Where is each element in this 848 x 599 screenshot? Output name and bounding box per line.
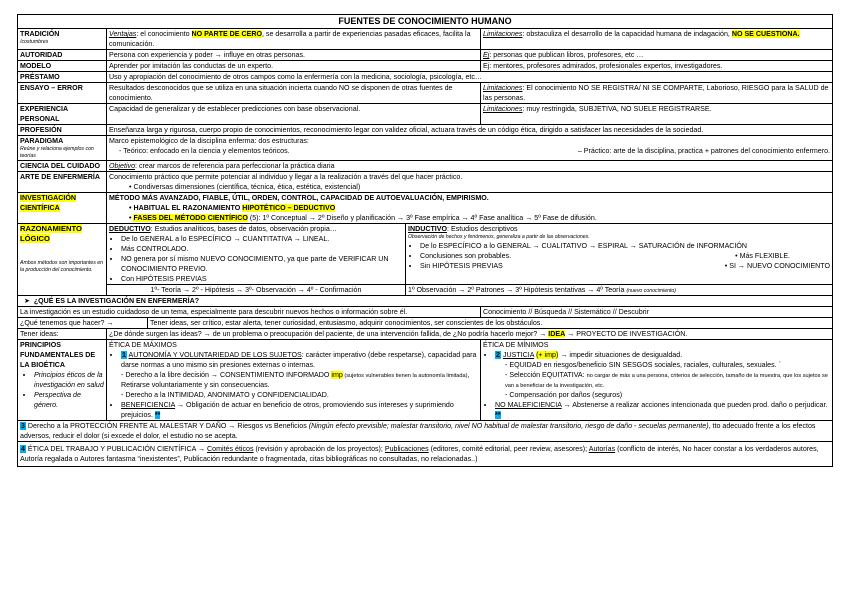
q2-label: ¿Qué tenemos que hacer? → [18,318,148,329]
investigacion-text: MÉTODO MÁS AVANZADO, FIABLE, ÚTIL, ORDEN, CONTROL, CAPACIDAD DE AUTOEVALUACIÓN, EMPIRISMO. • HABITUAL EL RAZONAMIENTO HIPOTÉTICO – DEDUCTIVO • FASES DEL MÉTODO CIENTÍFICO (5): 1º Conceptual → 2º Diseño y planificación → 3º Fase empírica → 4º Fase analítica → 5º Fase de difusión. [107,193,833,224]
ensayo-limitaciones: Limitaciones: El conocimiento NO SE REGISTRA/ NI SE COMPARTE, Laborioso, RIESGO para la SALUD de las personas. [481,83,833,104]
list-item: • BENEFICIENCIA → Obligación de actuar en beneficio de otros, promoviendo sus intereses y suprimiendo prejuicios. ** [121,400,478,420]
tradicion-ventajas: Ventajas: el conocimiento NO PARTE DE CERO, se desarrolla a partir de experiencias pasadas eficaces, facilita la comunicación. [107,29,481,50]
label-ensayo: ENSAYO – ERROR [18,83,107,104]
modelo-text: Aprender por imitación las conductas de un experto. [107,61,481,72]
row-bioetica [18,340,833,421]
proteccion-text: 3 Derecho a la PROTECCIÓN FRENTE AL MALESTAR Y DAÑO → Riesgos vs Beneficios (Ningún efecto previsible; malestar transitorio, nivel NO habitual de malestar transitorio, riesgo de daño - secuelas permanente), tto adecuado frente a los efectos adversos, reducir el dolor (si excede el dolor, el estudio no se acepta. [18,421,833,442]
list-item: • Con HIPÓTESIS PREVIAS [121,274,403,284]
list-item: • Perspectiva de género. [34,390,104,410]
document-page [17,14,832,467]
list-item: • 1 AUTONOMÍA Y VOLUNTARIEDAD DE LOS SUJETOS: carácter imperativo (debe respetarse), capacidad para darse normas a uno mismo sin presiones externas o internas. - Derecho a la libre decisión → CONSENTIMIENTO INFORMADO imp (sujetos vulnerables tienen la autonomía limitada), Retirarse voluntariamente y sin consecuencias. - Derecho a la INTIMIDAD, ANONIMATO y CONFIDENCIALIDAD. [121,350,478,400]
label-investigacion: INVESTIGACIÓN CIENTÍFICA [18,193,107,224]
page-title: FUENTES DE CONOCIMIENTO HUMANO [18,15,833,29]
experiencia-text: Capacidad de generalizar y de establecer predicciones con base observacional. [107,104,481,125]
profesion-text: Enseñanza larga y rigurosa, cuerpo propio de conocimientos, reconocimiento legar con validez oficial, actuara través de un código ética, dirigido a satisfacer las necesidades de la sociedad. [107,125,833,136]
list-item: • De lo ESPECÍFICO a lo GENERAL → CUALITATIVO → ESPIRAL → SATURACIÓN de INFORMACIÓN [420,241,830,251]
paradigma-text: Marco epistemológico de la disciplina enferma: dos estructuras: - Teórico: enfocado en la ciencia y elementos teóricos. – Práctico: arte de la disciplina, practica + patrones del conocimiento enfermero. [107,136,833,161]
label-prestamo: PRÉSTAMO [18,72,107,83]
row-tradicion [18,29,833,50]
row-autoridad [18,50,833,61]
etica-publicacion-text: 4 ÉTICA DEL TRABAJO Y PUBLICACIÓN CIENTÍFICA → Comités éticos (revisión y aprobación de los proyectos); Publicaciones (editores, comité editorial, peer review, asesores); Autorías (conflicto de interés, No hacer constar a los verdaderos autores, Autoría regalada o Autores fantasma “inexistentes”, Publicación redundante o fragmentada, citas bibliográficas no consultadas, no relacionadas..) [18,442,833,467]
tradicion-limitaciones: Limitaciones: obstaculiza el desarrollo de la capacidad humana de indagación, NO SE CUESTIONA. [481,29,833,50]
row-ensayo [18,83,833,104]
row-paradigma [18,136,833,161]
label-modelo: MODELO [18,61,107,72]
ensayo-text: Resultados desconocidos que se utiliza en una situación incierta cuando NO se disponen de otras fuentes de conocimiento. [107,83,481,104]
list-item: • Más CONTROLADO. [121,244,403,254]
knowledge-sources-table [17,14,833,467]
label-ciencia: CIENCIA DEL CUIDADO [18,161,107,172]
label-arte: ARTE DE ENFERMERÍA [18,172,107,193]
q2-text: Tener ideas, ser crítico, estar alerta, tener curiosidad, entusiasmo, adquirir conocimientos, ser conscientes de los obstáculos. [148,318,833,329]
deductivo-steps: 1º- Teoría → 2º - Hipótesis → 3º- Observación → 4º - Confirmación [107,285,406,296]
row-razonamiento-steps [18,285,833,296]
list-item: • NO genera por sí mismo NUEVO CONOCIMIENTO, ya que parte de VERIFICAR UN CONOCIMIENTO PREVIO. [121,254,403,274]
q3-label: Tener ideas: [18,329,107,340]
list-item: • NO MALEFICIENCIA → Abstenerse a realizar acciones intencionada que pueden prod. daño o perjudicar. ** [495,400,830,420]
row-q3 [18,329,833,340]
row-q2 [18,318,833,329]
row-profesion [18,125,833,136]
row-arte [18,172,833,193]
inductivo-list [408,241,830,271]
autoridad-ej: Ej: personas que publican libros, profesores, etc … [481,50,833,61]
deductivo-cell: DEDUCTIVO: Estudios analíticos, bases de datos, observación propia… • De lo GENERAL a lo ESPECÍFICO → CUANTITATIVA → LINEAL. • Más CONTROLADO. • NO genera por sí mismo NUEVO CONOCIMIENTO, ya que parte de VERIFICAR UN CONOCIMIENTO PREVIO. • Con HIPÓTESIS PREVIAS [107,224,406,285]
list-item: • Sin HIPÓTESIS PREVIAS • SI → NUEVO CONOCIMIENTO [420,261,830,271]
autoridad-text: Persona con experiencia y poder → influye en otras personas. [107,50,481,61]
list-item: • De lo GENERAL a lo ESPECÍFICO → CUANTITATIVA → LINEAL. [121,234,403,244]
ciencia-text: Objetivo: crear marcos de referencia para perfeccionar la práctica diaria [107,161,833,172]
row-razonamiento [18,224,833,285]
inductivo-cell: INDUCTIVO: Estudios descriptivos Observación de hechos y fenómenos, generaliza a partir de las observaciones. • De lo ESPECÍFICO a lo GENERAL → CUALITATIVO → ESPIRAL → SATURACIÓN de INFORMACIÓN • Conclusiones son probables. • Más FLEXIBLE. • Sin HIPÓTESIS PREVIAS • SI → NUEVO CONOCIMIENTO [406,224,833,285]
inductivo-steps: 1º Observación → 2º Patrones → 3º Hipótesis tentativas → 4º Teoría (nuevo conocimiento) [406,285,833,296]
label-experiencia: EXPERIENCIA PERSONAL [18,104,107,125]
q1-keywords: Conocimiento // Búsqueda // Sistemático // Descubrir [481,307,833,318]
list-item: • Principios éticos de la investigación en salud [34,370,104,390]
etica-minimos: ÉTICA DE MÍNIMOS • 2 JUSTICIA (+ imp) → impedir situaciones de desigualdad. - EQUIDAD en riesgos/beneficio SIN SESGOS sociales, raciales, culturales, sexuales. ` - Selección EQUITATIVA: no cargar de más a una persona, criterios de selección, tamaño de la muestra, que los sujetos se van a beneficiar de la investigación, etc. - Compensación por daños (seguros) • NO MALEFICIENCIA → Abstenerse a realizar acciones intencionada que pueden prod. daño o perjudicar. ** [481,340,833,421]
label-bioetica: PRINCIPIOS FUNDAMENTALES DE LA BIOÉTICA • Principios éticos de la investigación en salud • Perspectiva de género. [18,340,107,421]
arte-text: Conocimiento práctico que permite potenciar al individuo y llegar a la realización a través del que hacer práctico. • Condiversas dimensiones (científica, técnica, ética, estética, existencial) [107,172,833,193]
label-autoridad: AUTORIDAD [18,50,107,61]
label-profesion: PROFESIÓN [18,125,107,136]
modelo-ej: Ej: mentores, profesores admirados, profesionales expertos, investigadores. [481,61,833,72]
row-experiencia [18,104,833,125]
q3-text: ¿De dónde surgen las ideas? → de un problema o preocupación del paciente, de una intervención fallida, de ¿No podría hacerlo mejor? → IDEA → PROYECTO DE INVESTIGACIÓN. [107,329,833,340]
deductivo-list [109,234,403,284]
row-proteccion [18,421,833,442]
etica-maximos: ÉTICA DE MÁXIMOS • 1 AUTONOMÍA Y VOLUNTARIEDAD DE LOS SUJETOS: carácter imperativo (debe respetarse), capacidad para darse normas a uno mismo sin presiones externas o internas. - Derecho a la libre decisión → CONSENTIMIENTO INFORMADO imp (sujetos vulnerables tienen la autonomía limitada), Retirarse voluntariamente y sin consecuencias. - Derecho a la INTIMIDAD, ANONIMATO y CONFIDENCIALIDAD. • BENEFICIENCIA → Obligación de actuar en beneficio de otros, promoviendo sus intereses y suprimiendo prejuicios. ** [107,340,481,421]
row-prestamo [18,72,833,83]
label-razonamiento: RAZONAMIENTO LÓGICO Ambos métodos son importantes en la producción del conocimiento. [18,224,107,296]
prestamo-text: Uso y apropiación del conocimiento de otros campos como la enfermería con la medicina, sociología, psicología, etc… [107,72,833,83]
list-item: • 2 JUSTICIA (+ imp) → impedir situaciones de desigualdad. - EQUIDAD en riesgos/beneficio SIN SESGOS sociales, raciales, culturales, sexuales. ` - Selección EQUITATIVA: no cargar de más a una persona, criterios de selección, tamaño de la muestra, que los sujetos se van a beneficiar de la investigación, etc. - Compensación por daños (seguros) [495,350,830,400]
question-heading: ➤ ¿QUÉ ES LA INVESTIGACIÓN EN ENFERMERÍA? [18,296,833,307]
row-ciencia [18,161,833,172]
row-investigacion [18,193,833,224]
row-modelo [18,61,833,72]
list-item: • Conclusiones son probables. • Más FLEXIBLE. [420,251,830,261]
q1-definition: La investigación es un estudio cuidadoso de un tema, especialmente para descubrir nuevos hechos o información sobre él. [18,307,481,318]
label-paradigma: PARADIGMA Reúne y relaciona ejemplos con teorías [18,136,107,161]
row-etica-publicacion [18,442,833,467]
experiencia-limitaciones: Limitaciones: muy restringida, SUBJETIVA, NO SUELE REGISTRARSE. [481,104,833,125]
row-question [18,296,833,307]
label-tradicion: TRADICIÓN /costumbres [18,29,107,50]
row-q1 [18,307,833,318]
